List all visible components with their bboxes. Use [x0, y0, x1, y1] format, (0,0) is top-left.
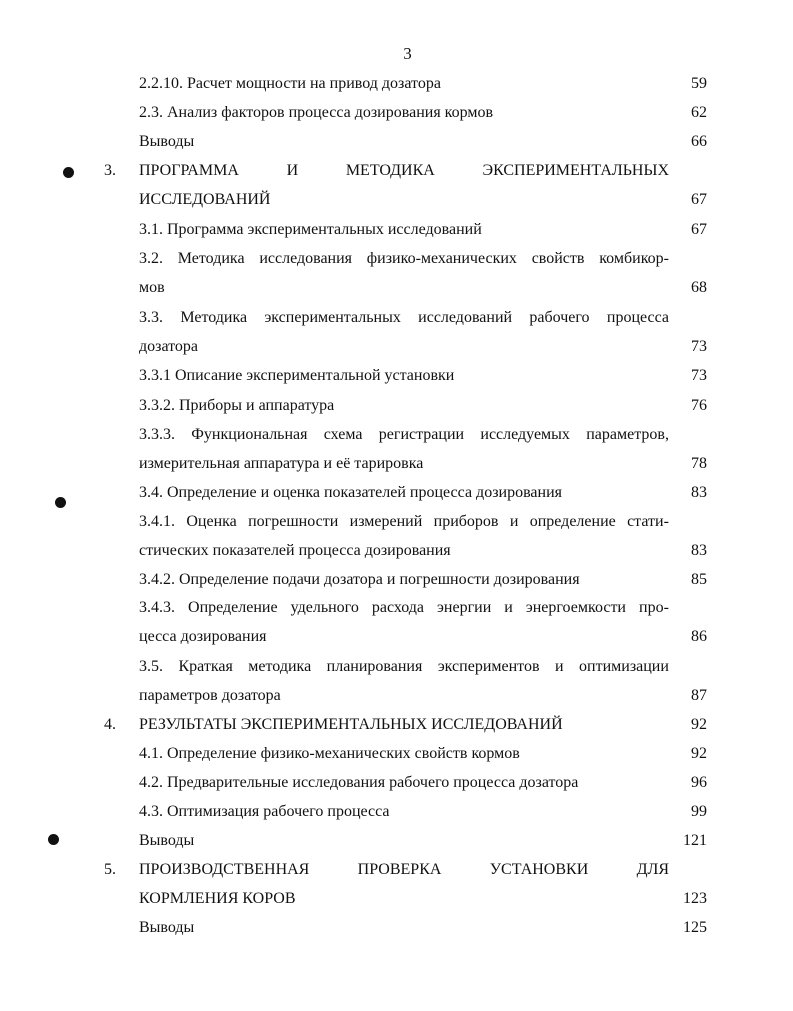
toc-entry-text: Выводы — [139, 133, 195, 150]
entry-word: 3.3. — [139, 309, 163, 326]
toc-page-number: 59 — [691, 75, 707, 92]
toc-entry-line1 — [139, 425, 669, 445]
toc-page-number: 83 — [691, 542, 707, 559]
heading-word: ЭКСПЕРИМЕНТАЛЬНЫХ — [482, 162, 669, 179]
chapter-number: 3. — [104, 162, 116, 179]
toc-entry-line2: измерительная аппаратура и её тарировка — [139, 455, 424, 472]
toc-page-number: 85 — [691, 571, 707, 588]
toc-page-number: 73 — [691, 338, 707, 355]
toc-page-number: 96 — [691, 774, 707, 791]
entry-word: исследуемых — [480, 426, 570, 443]
entry-word: измерений — [349, 513, 423, 530]
entry-word: Краткая — [178, 658, 233, 675]
toc-page-number: 87 — [691, 687, 707, 704]
entry-word: 3.5. — [139, 658, 163, 675]
page-number: 3 — [403, 44, 412, 63]
scan-mark-dot — [48, 834, 59, 845]
entry-word: методика — [248, 658, 312, 675]
toc-page-number: 73 — [691, 367, 707, 384]
heading-word: ДЛЯ — [636, 861, 669, 878]
entry-word: энергии — [437, 599, 492, 616]
entry-word: комбикор- — [599, 250, 669, 267]
heading-word: ПРОИЗВОДСТВЕННАЯ — [139, 861, 310, 878]
entry-word: 3.4.3. — [139, 599, 175, 616]
entry-word: Методика — [177, 250, 245, 267]
entry-word: Оценка — [186, 513, 237, 530]
toc-page-number: 78 — [691, 455, 707, 472]
entry-word: и — [504, 599, 513, 616]
entry-word: 3.4.1. — [139, 513, 175, 530]
toc-entry-line2: цесса дозирования — [139, 628, 267, 645]
entry-word: Определение — [188, 599, 278, 616]
toc-page-number: 123 — [683, 890, 707, 907]
toc-page-number: 76 — [691, 397, 707, 414]
entry-word: исследований — [418, 309, 513, 326]
entry-word: схема — [323, 426, 363, 443]
toc-page-number: 66 — [691, 133, 707, 150]
entry-word: погрешности — [248, 513, 339, 530]
entry-word: удельного — [290, 599, 359, 616]
chapter-heading-line1 — [139, 161, 669, 181]
toc-page-number: 83 — [691, 484, 707, 501]
chapter-heading: РЕЗУЛЬТАТЫ ЭКСПЕРИМЕНТАЛЬНЫХ ИССЛЕДОВАНИЙ — [139, 716, 563, 733]
entry-word: стати- — [627, 513, 669, 530]
chapter-number: 4. — [104, 716, 116, 733]
entry-word: 3.2. — [139, 250, 163, 267]
toc-entry-line1 — [139, 308, 669, 328]
entry-word: про- — [639, 599, 669, 616]
toc-entry-line1 — [139, 598, 669, 618]
toc-entry-text: 2.3. Анализ факторов процесса дозирования кормов — [139, 104, 494, 121]
heading-word: МЕТОДИКА — [345, 162, 435, 179]
heading-word: ПРОГРАММА — [139, 162, 239, 179]
toc-entry-text: 3.3.1 Описание экспериментальной установки — [139, 367, 455, 384]
entry-word: Функциональная — [191, 426, 308, 443]
entry-word: энергоемкости — [525, 599, 626, 616]
entry-word: рабочего — [529, 309, 590, 326]
toc-entry-text: 4.1. Определение физико-механических свойств кормов — [139, 745, 520, 762]
heading-word: УСТАНОВКИ — [489, 861, 589, 878]
entry-word: оптимизации — [579, 658, 669, 675]
toc-entry-line2: мов — [139, 279, 165, 296]
toc-page-number: 86 — [691, 628, 707, 645]
entry-word: исследования — [259, 250, 353, 267]
chapter-heading-line1 — [139, 860, 669, 880]
entry-word: физико-механических — [366, 250, 517, 267]
toc-page-number: 92 — [691, 716, 707, 733]
toc-entry-text: 2.2.10. Расчет мощности на привод дозатора — [139, 75, 441, 92]
toc-page-number: 125 — [683, 919, 707, 936]
toc-entry-line1 — [139, 657, 669, 677]
toc-page-number: 67 — [691, 221, 707, 238]
toc-entry-text: 3.4.2. Определение подачи дозатора и погрешности дозирования — [139, 571, 580, 588]
entry-word: процесса — [606, 309, 669, 326]
toc-entry-text: 3.3.2. Приборы и аппаратура — [139, 397, 335, 414]
entry-word: экспериментов — [437, 658, 540, 675]
heading-word: ПРОВЕРКА — [357, 861, 442, 878]
scan-mark-dot — [55, 497, 66, 508]
toc-entry-text: 4.3. Оптимизация рабочего процесса — [139, 803, 390, 820]
entry-word: приборов — [433, 513, 499, 530]
entry-word: экспериментальных — [264, 309, 401, 326]
chapter-heading-line2: КОРМЛЕНИЯ КОРОВ — [139, 890, 296, 907]
toc-page-number: 67 — [691, 191, 707, 208]
toc-entry-text: 3.1. Программа экспериментальных исследований — [139, 221, 482, 238]
toc-entry-text: Выводы — [139, 919, 195, 936]
toc-page-number: 68 — [691, 279, 707, 296]
entry-word: 3.3.3. — [139, 426, 175, 443]
entry-word: регистрации — [378, 426, 465, 443]
toc-entry-line2: параметров дозатора — [139, 687, 281, 704]
toc-page-number: 99 — [691, 803, 707, 820]
entry-word: Методика — [180, 309, 248, 326]
toc-entry-text: 3.4. Определение и оценка показателей процесса дозирования — [139, 484, 563, 501]
entry-word: и — [509, 513, 519, 530]
toc-entry-text: Выводы — [139, 832, 195, 849]
toc-entry-line1 — [139, 512, 669, 532]
entry-word: и — [554, 658, 564, 675]
toc-entry-line2: дозатора — [139, 338, 199, 355]
chapter-heading-line2: ИССЛЕДОВАНИЙ — [139, 191, 271, 208]
chapter-number: 5. — [104, 861, 116, 878]
toc-entry-line1 — [139, 249, 669, 269]
entry-word: планирования — [326, 658, 423, 675]
scan-mark-dot — [63, 167, 74, 178]
toc-page-number: 121 — [683, 832, 707, 849]
entry-word: расхода — [371, 599, 425, 616]
entry-word: параметров, — [586, 426, 669, 443]
entry-word: определение — [529, 513, 616, 530]
toc-entry-text: 4.2. Предварительные исследования рабочего процесса дозатора — [139, 774, 579, 791]
toc-page-number: 62 — [691, 104, 707, 121]
entry-word: свойств — [531, 250, 585, 267]
toc-page-number: 92 — [691, 745, 707, 762]
toc-entry-line2: стических показателей процесса дозирования — [139, 542, 451, 559]
heading-word: И — [286, 162, 299, 179]
